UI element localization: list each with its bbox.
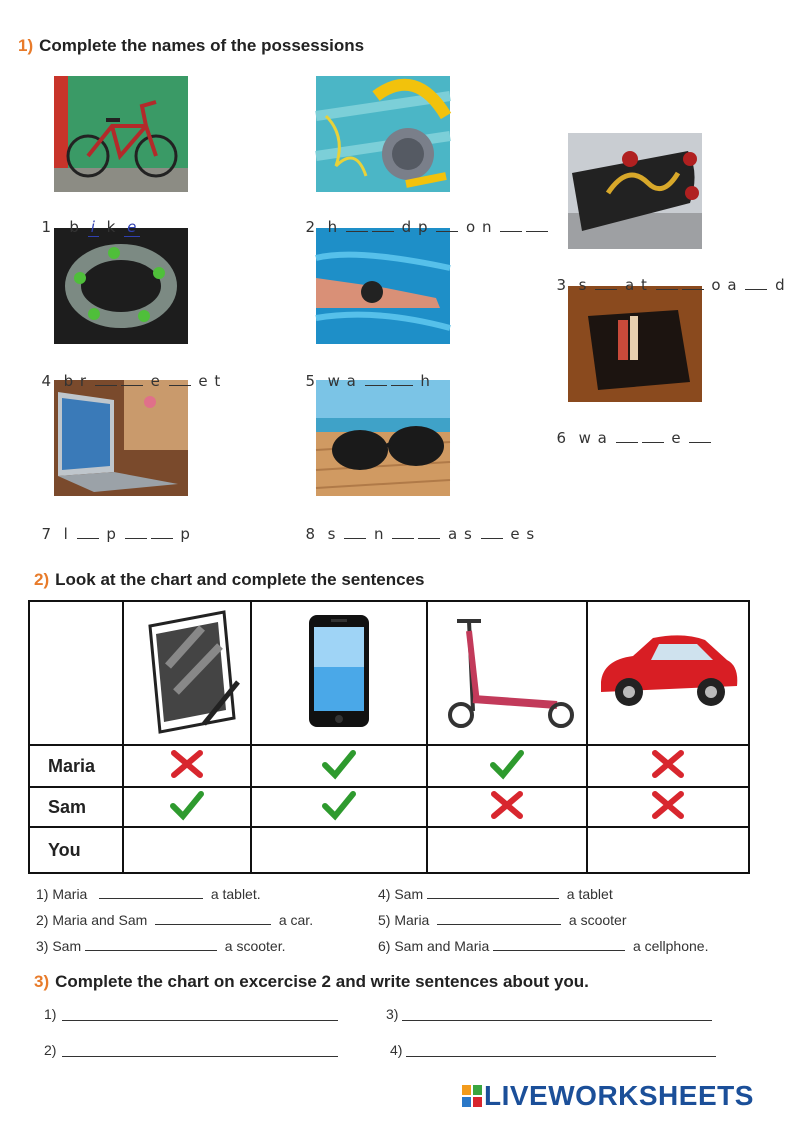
empty-mark-cell[interactable] bbox=[123, 827, 251, 873]
exercise-2-number: 2) bbox=[34, 570, 50, 589]
car-icon bbox=[593, 626, 743, 716]
empty-mark-cell[interactable] bbox=[427, 827, 587, 873]
blank[interactable] bbox=[169, 373, 191, 386]
blank[interactable] bbox=[595, 277, 617, 290]
sentence-4-start: 4) Sam bbox=[378, 886, 424, 902]
liveworksheets-logo bbox=[462, 1080, 754, 1112]
item-4-caption: 4 b r e e t bbox=[41, 372, 222, 390]
cellphone-column-header bbox=[251, 601, 427, 745]
sentence-1 bbox=[36, 886, 261, 902]
exercise-2-title: Look at the chart and complete the sentences bbox=[55, 570, 425, 589]
row-label-you: You bbox=[29, 827, 123, 873]
cross-icon bbox=[651, 749, 685, 779]
item-5-caption: 5 w a h bbox=[305, 372, 431, 390]
mark-cell[interactable] bbox=[427, 745, 587, 787]
exercise-1-heading bbox=[18, 36, 364, 56]
write-line-4-number: 4) bbox=[390, 1042, 403, 1058]
sam-row bbox=[29, 787, 749, 827]
blank[interactable] bbox=[745, 277, 767, 290]
blank[interactable] bbox=[689, 430, 711, 443]
sentence-4-end: a tablet bbox=[566, 886, 613, 902]
item-7-caption: 7 l p p bbox=[41, 525, 191, 543]
item-4-number: 4 bbox=[41, 372, 53, 390]
blank[interactable] bbox=[616, 430, 638, 443]
write-line-3[interactable] bbox=[402, 1006, 712, 1021]
mark-cell[interactable] bbox=[587, 745, 749, 787]
sentence-3-start: 3) Sam bbox=[36, 938, 82, 954]
blank[interactable] bbox=[436, 219, 458, 232]
sentence-2-blank[interactable] bbox=[155, 912, 271, 925]
write-line-4[interactable] bbox=[406, 1042, 716, 1057]
blank[interactable] bbox=[365, 373, 387, 386]
blank[interactable] bbox=[95, 373, 117, 386]
mark-cell[interactable] bbox=[251, 787, 427, 827]
item-1-caption: 1 b i k e bbox=[30, 200, 142, 236]
cellphone-icon bbox=[307, 613, 371, 729]
check-icon bbox=[169, 790, 205, 820]
sentence-2 bbox=[36, 912, 313, 928]
row-label-maria: Maria bbox=[29, 745, 123, 787]
item-2-number: 2 bbox=[305, 218, 317, 236]
write-line-1[interactable] bbox=[62, 1006, 338, 1021]
sunglasses-image bbox=[316, 380, 450, 496]
item-3-caption: 3 s a t o a d bbox=[556, 276, 786, 294]
item-1-number: 1 bbox=[41, 218, 53, 236]
blank[interactable] bbox=[151, 526, 173, 539]
sentence-6-start: 6) Sam and Maria bbox=[378, 938, 490, 954]
scooter-icon bbox=[437, 611, 577, 731]
sentence-6-blank[interactable] bbox=[493, 938, 625, 951]
write-line-1-number: 1) bbox=[44, 1006, 57, 1022]
empty-mark-cell[interactable] bbox=[251, 827, 427, 873]
answer-input-2[interactable]: e bbox=[124, 218, 140, 237]
tablet-icon bbox=[132, 606, 242, 736]
mark-cell[interactable] bbox=[587, 787, 749, 827]
sentence-1-end: a tablet. bbox=[210, 886, 261, 902]
sentence-5 bbox=[378, 912, 627, 928]
answer-input-1[interactable]: i bbox=[88, 218, 99, 237]
blank[interactable] bbox=[346, 219, 368, 232]
item-3-number: 3 bbox=[556, 276, 568, 294]
cross-icon bbox=[170, 749, 204, 779]
blank[interactable] bbox=[392, 526, 414, 539]
skateboard-image bbox=[568, 133, 702, 249]
exercise-1-number: 1) bbox=[18, 36, 34, 55]
cross-icon bbox=[490, 790, 524, 820]
mark-cell[interactable] bbox=[251, 745, 427, 787]
mark-cell[interactable] bbox=[427, 787, 587, 827]
wallet-image bbox=[568, 286, 702, 402]
blank[interactable] bbox=[418, 526, 440, 539]
cross-icon bbox=[651, 790, 685, 820]
sentence-3-end: a scooter. bbox=[224, 938, 286, 954]
check-icon bbox=[321, 790, 357, 820]
scooter-column-header bbox=[427, 601, 587, 745]
sentence-6-end: a cellphone. bbox=[632, 938, 709, 954]
sentence-4-blank[interactable] bbox=[427, 886, 559, 899]
exercise-1-title: Complete the names of the possessions bbox=[39, 36, 365, 55]
blank[interactable] bbox=[481, 526, 503, 539]
write-line-2-number: 2) bbox=[44, 1042, 57, 1058]
write-line-2[interactable] bbox=[62, 1042, 338, 1057]
empty-mark-cell[interactable] bbox=[587, 827, 749, 873]
write-line-3-number: 3) bbox=[386, 1006, 399, 1022]
item-8-number: 8 bbox=[305, 525, 317, 543]
sentence-5-end: a scooter bbox=[568, 912, 627, 928]
mark-cell[interactable] bbox=[123, 745, 251, 787]
blank[interactable] bbox=[391, 373, 413, 386]
blank[interactable] bbox=[372, 219, 394, 232]
maria-row bbox=[29, 745, 749, 787]
car-column-header bbox=[587, 601, 749, 745]
bracelet-image bbox=[54, 228, 188, 344]
exercise-3-title: Complete the chart on excercise 2 and write sentences about you. bbox=[55, 972, 589, 991]
sentence-6 bbox=[378, 938, 708, 954]
blank[interactable] bbox=[682, 277, 704, 290]
blank[interactable] bbox=[121, 373, 143, 386]
blank[interactable] bbox=[125, 526, 147, 539]
sentence-2-end: a car. bbox=[278, 912, 314, 928]
sentence-3 bbox=[36, 938, 286, 954]
sentence-4 bbox=[378, 886, 613, 902]
sentence-5-start: 5) Maria bbox=[378, 912, 430, 928]
tablet-column-header bbox=[123, 601, 251, 745]
possessions-chart bbox=[28, 600, 750, 874]
item-6-number: 6 bbox=[556, 429, 568, 447]
sentence-1-start: 1) Maria bbox=[36, 886, 88, 902]
blank[interactable] bbox=[77, 526, 99, 539]
sentence-2-start: 2) Maria and Sam bbox=[36, 912, 148, 928]
blank[interactable] bbox=[500, 219, 522, 232]
item-8-caption: 8 s n a s e s bbox=[305, 525, 536, 543]
sentence-5-blank[interactable] bbox=[437, 912, 561, 925]
you-row bbox=[29, 827, 749, 873]
exercise-2-heading bbox=[34, 570, 425, 590]
watch-image bbox=[316, 228, 450, 344]
exercise-3-heading bbox=[34, 972, 589, 992]
blank[interactable] bbox=[526, 219, 548, 232]
sentence-1-blank[interactable] bbox=[99, 886, 203, 899]
mark-cell[interactable] bbox=[123, 787, 251, 827]
blank[interactable] bbox=[344, 526, 366, 539]
corner-cell bbox=[29, 601, 123, 745]
bike-image bbox=[54, 76, 188, 192]
item-6-caption: 6 w a e bbox=[545, 411, 713, 447]
item-5-number: 5 bbox=[305, 372, 317, 390]
laptop-image bbox=[54, 380, 188, 496]
blank[interactable] bbox=[642, 430, 664, 443]
check-icon bbox=[489, 749, 525, 779]
check-icon bbox=[321, 749, 357, 779]
row-label-sam: Sam bbox=[29, 787, 123, 827]
blank[interactable] bbox=[656, 277, 678, 290]
item-7-number: 7 bbox=[41, 525, 53, 543]
item-2-caption: 2 h d p o n bbox=[294, 200, 550, 236]
liveworksheets-icon bbox=[462, 1085, 482, 1107]
sentence-3-blank[interactable] bbox=[85, 938, 217, 951]
headphones-image bbox=[316, 76, 450, 192]
exercise-3-number: 3) bbox=[34, 972, 50, 991]
brand-name: LIVEWORKSHEETS bbox=[484, 1080, 754, 1111]
